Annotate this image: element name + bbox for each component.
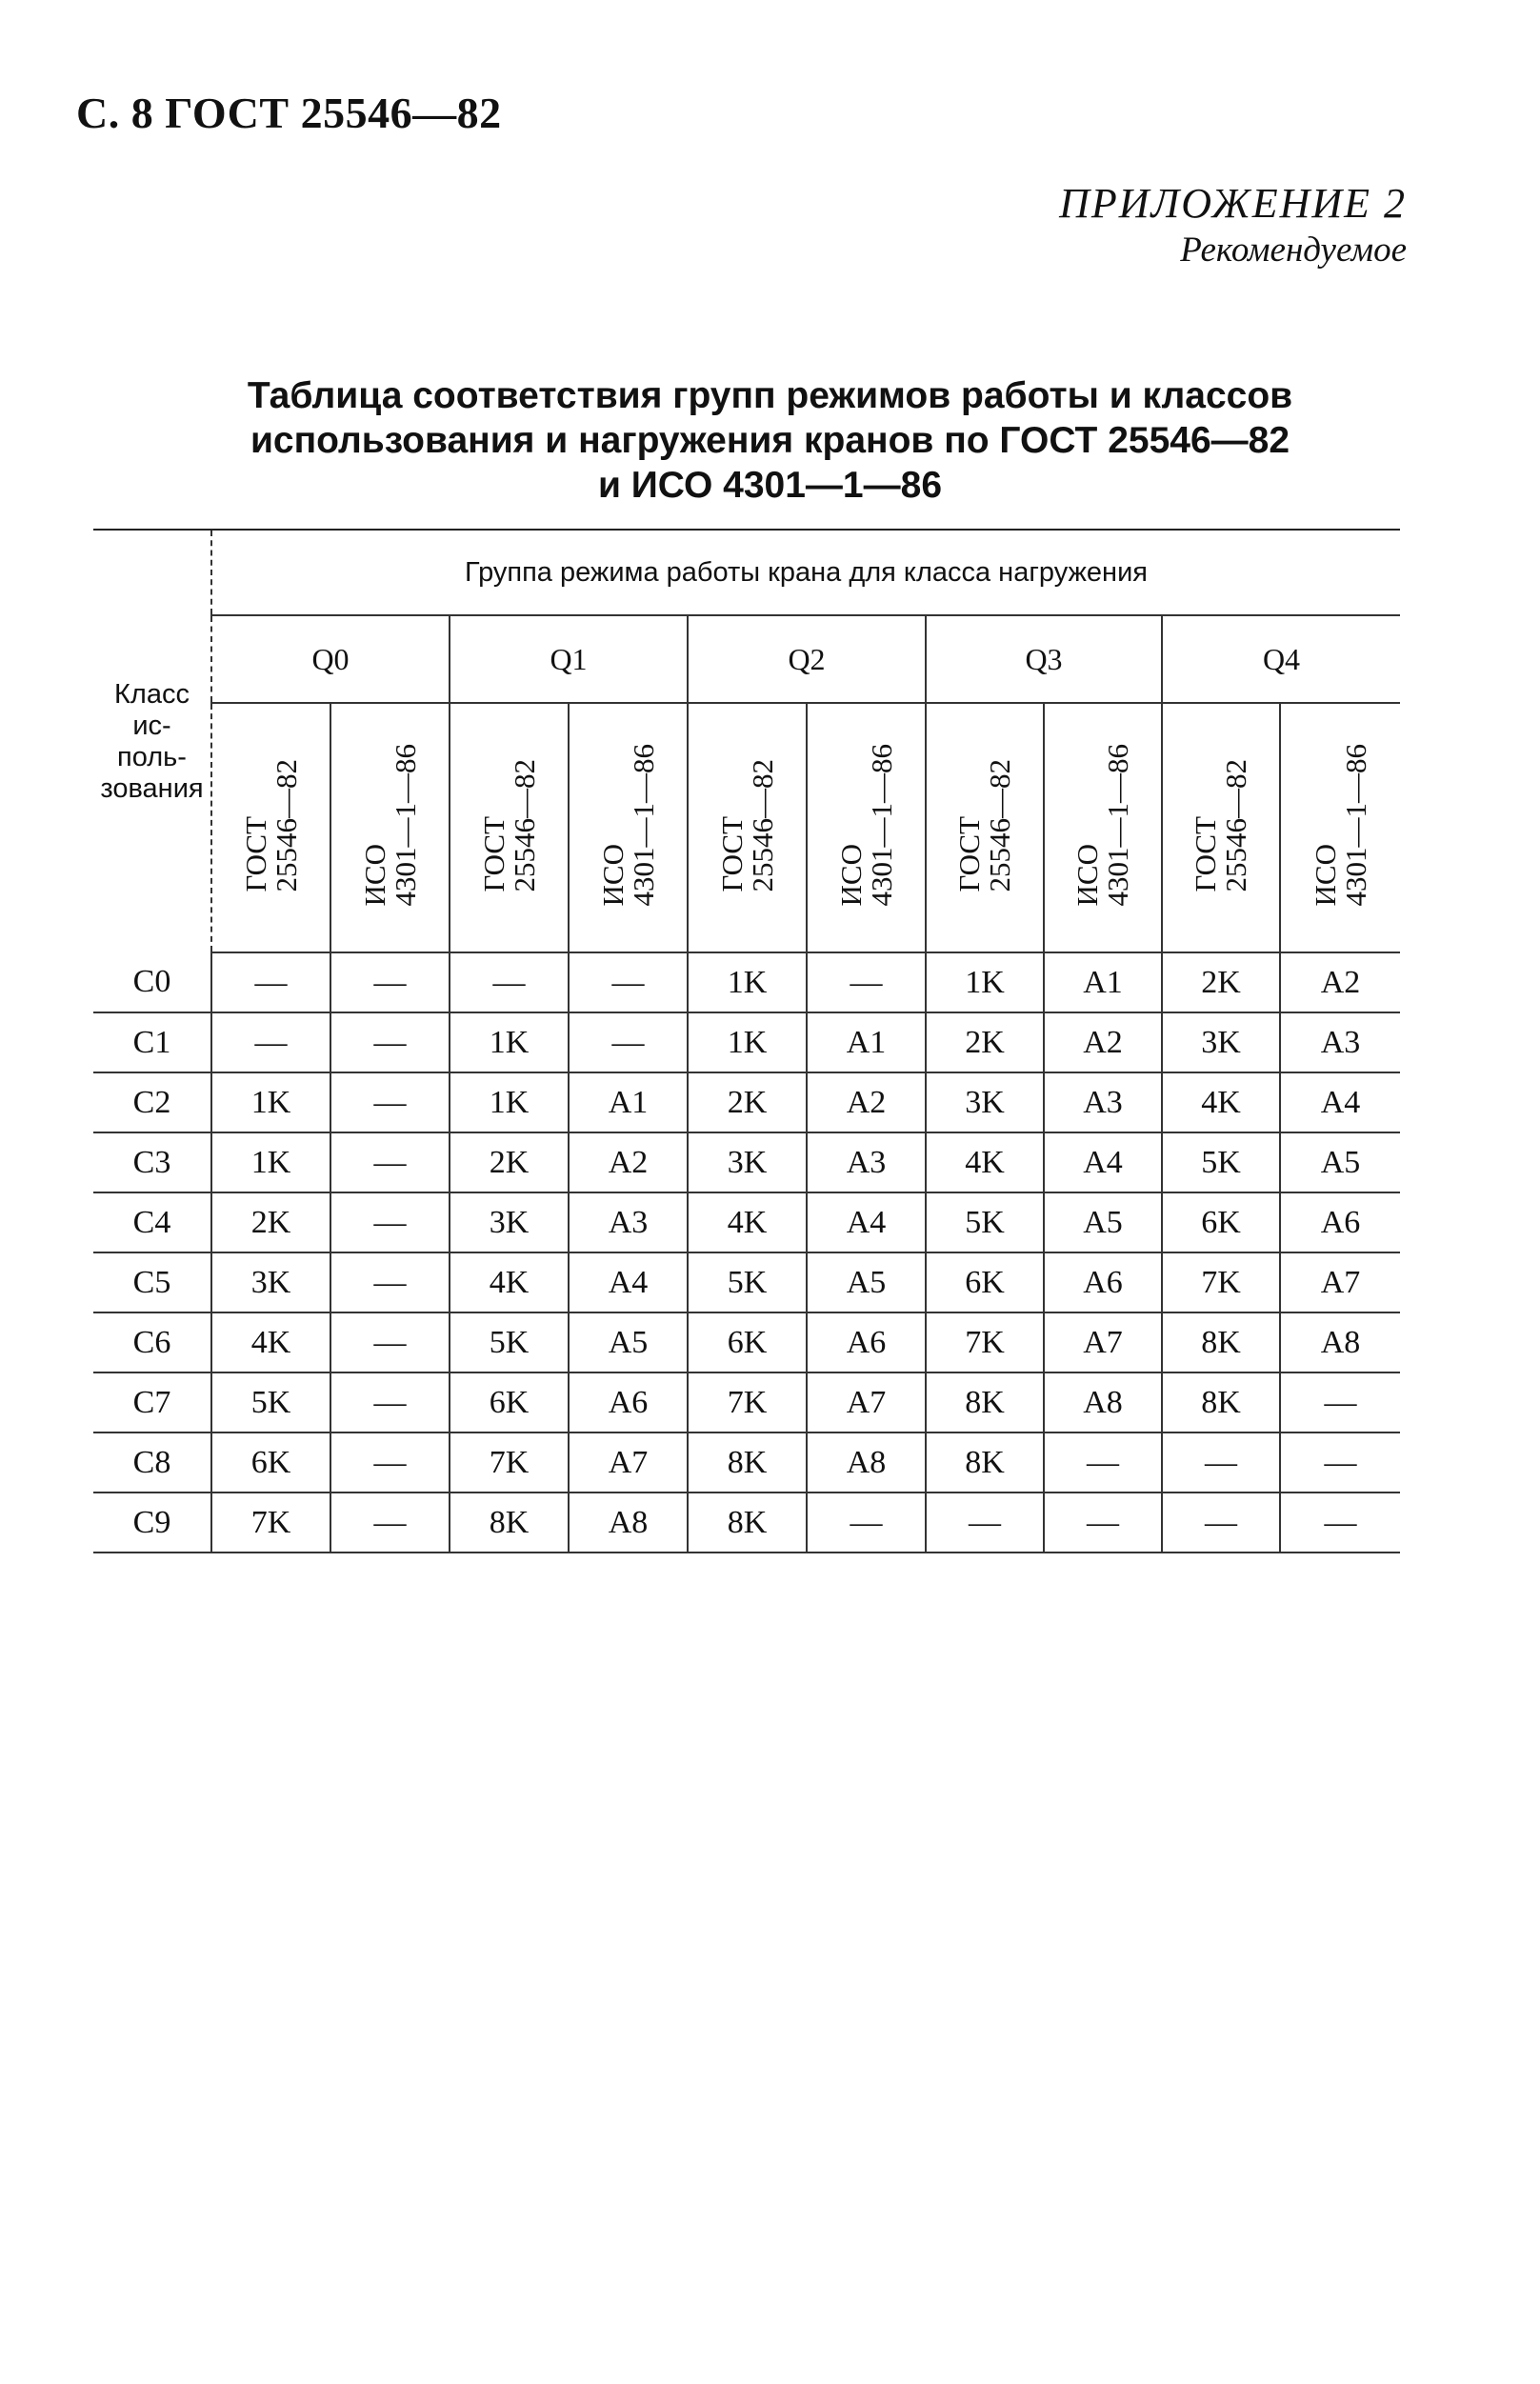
mode-group-cell: 2K: [450, 1132, 569, 1192]
mode-group-cell: A4: [807, 1192, 926, 1252]
std-label-line: ГОСТ: [238, 815, 272, 892]
mode-group-cell: —: [807, 952, 926, 1012]
mode-group-cell: 5K: [211, 1372, 330, 1432]
mode-group-cell: —: [1280, 1372, 1400, 1432]
mode-group-cell: 4K: [450, 1252, 569, 1312]
std-label-line: 25546—82: [507, 758, 541, 892]
table-row: [93, 952, 1400, 1012]
class-header-line: Класс: [114, 678, 190, 710]
load-class-q1: Q1: [450, 615, 688, 703]
mode-group-cell: 3K: [211, 1252, 330, 1312]
mode-group-cell: —: [1280, 1432, 1400, 1493]
std-label-line: 25546—82: [1219, 758, 1252, 892]
mode-group-cell: 8K: [688, 1432, 807, 1493]
mode-group-cell: 6K: [1162, 1192, 1280, 1252]
mode-group-cell: A3: [1280, 1012, 1400, 1072]
table-row: [93, 1072, 1400, 1132]
mode-group-cell: —: [330, 1132, 450, 1192]
std-label-line: ИСО: [833, 844, 868, 907]
mode-group-cell: 7K: [450, 1432, 569, 1493]
usage-class-cell: C0: [93, 952, 211, 1012]
mode-group-cell: 7K: [1162, 1252, 1280, 1312]
mode-group-cell: —: [569, 952, 688, 1012]
std-label: [595, 744, 660, 907]
std-iso-header: [330, 703, 450, 952]
table-row: [93, 1312, 1400, 1372]
mode-group-cell: 8K: [688, 1493, 807, 1553]
mode-group-cell: 2K: [688, 1072, 807, 1132]
usage-class-cell: C3: [93, 1132, 211, 1192]
mode-group-cell: A6: [807, 1312, 926, 1372]
usage-class-cell: C5: [93, 1252, 211, 1312]
mode-group-cell: 5K: [688, 1252, 807, 1312]
std-iso-header: [1044, 703, 1162, 952]
mode-group-cell: A4: [1044, 1132, 1162, 1192]
std-gost-header: [926, 703, 1044, 952]
mode-group-cell: —: [330, 1072, 450, 1132]
mode-group-cell: 6K: [926, 1252, 1044, 1312]
usage-class-cell: C2: [93, 1072, 211, 1132]
table-title-line: и ИСО 4301—1—86: [597, 465, 943, 506]
std-gost-header: [1162, 703, 1280, 952]
mode-group-cell: A7: [569, 1432, 688, 1493]
mode-group-cell: A1: [1044, 952, 1162, 1012]
class-header-line: зования: [100, 772, 204, 804]
mode-group-cell: —: [1044, 1432, 1162, 1493]
table-row: [93, 1252, 1400, 1312]
mode-group-cell: —: [1162, 1432, 1280, 1493]
std-gost-header: [450, 703, 569, 952]
mode-group-cell: 2K: [1162, 952, 1280, 1012]
std-iso-header: [1280, 703, 1400, 952]
mode-group-cell: A5: [569, 1312, 688, 1372]
mode-group-cell: A7: [1280, 1252, 1400, 1312]
mode-group-cell: 5K: [450, 1312, 569, 1372]
table-title-line: Таблица соответствия групп режимов работы и классов: [247, 375, 1293, 416]
mode-group-cell: 8K: [926, 1432, 1044, 1493]
group-header: Группа режима работы крана для класса нагружения: [211, 530, 1400, 615]
std-label: [833, 744, 898, 907]
mode-group-cell: —: [1162, 1493, 1280, 1553]
mode-group-cell: 6K: [688, 1312, 807, 1372]
class-header-line: поль-: [117, 741, 187, 772]
table-row: [93, 1432, 1400, 1493]
std-label: [1072, 744, 1133, 907]
mode-group-cell: —: [330, 952, 450, 1012]
mode-group-cell: —: [450, 952, 569, 1012]
std-label-line: ГОСТ: [1189, 815, 1222, 892]
mode-group-cell: —: [1044, 1493, 1162, 1553]
mode-group-cell: 5K: [1162, 1132, 1280, 1192]
table-row: [93, 1192, 1400, 1252]
std-iso-header: [807, 703, 926, 952]
mode-group-cell: —: [211, 952, 330, 1012]
mode-group-cell: 1K: [211, 1072, 330, 1132]
mode-group-cell: 7K: [926, 1312, 1044, 1372]
table-row: [93, 1493, 1400, 1553]
load-class-q0: Q0: [211, 615, 450, 703]
mode-group-cell: 1K: [926, 952, 1044, 1012]
mode-group-cell: —: [926, 1493, 1044, 1553]
std-label: [238, 758, 303, 892]
usage-class-cell: C9: [93, 1493, 211, 1553]
correspondence-table: [93, 529, 1400, 1553]
std-label-line: ИСО: [1070, 844, 1104, 907]
mode-group-cell: A8: [807, 1432, 926, 1493]
table-row: [93, 1132, 1400, 1192]
mode-group-cell: 8K: [1162, 1312, 1280, 1372]
mode-group-cell: —: [569, 1012, 688, 1072]
std-label-line: ГОСТ: [714, 815, 749, 892]
mode-group-cell: 6K: [450, 1372, 569, 1432]
mode-group-cell: 1K: [211, 1132, 330, 1192]
std-label-line: ИСО: [1308, 844, 1342, 907]
class-header-cell: [93, 530, 211, 952]
mode-group-cell: A3: [1044, 1072, 1162, 1132]
std-label-line: ГОСТ: [476, 815, 510, 892]
mode-group-cell: A7: [1044, 1312, 1162, 1372]
std-label: [1190, 759, 1251, 892]
mode-group-cell: 4K: [926, 1132, 1044, 1192]
mode-group-cell: —: [330, 1312, 450, 1372]
mode-group-cell: A5: [1280, 1132, 1400, 1192]
table-title-line: использования и нагружения кранов по ГОСТ 25546—82: [250, 420, 1290, 461]
std-label-line: ИСО: [595, 844, 630, 907]
mode-group-cell: 4K: [688, 1192, 807, 1252]
table-row: [93, 1372, 1400, 1432]
std-gost-header: [211, 703, 330, 952]
mode-group-cell: A5: [807, 1252, 926, 1312]
mode-group-cell: 5K: [926, 1192, 1044, 1252]
std-label-line: 4301—1—86: [864, 744, 898, 907]
std-label-line: ИСО: [357, 844, 391, 907]
usage-class-cell: C7: [93, 1372, 211, 1432]
mode-group-cell: A4: [569, 1252, 688, 1312]
std-label: [357, 744, 422, 907]
appendix-title: ПРИЛОЖЕНИЕ 2: [1059, 180, 1407, 227]
mode-group-cell: A2: [807, 1072, 926, 1132]
mode-group-cell: —: [211, 1012, 330, 1072]
mode-group-cell: 4K: [1162, 1072, 1280, 1132]
load-class-q3: Q3: [926, 615, 1162, 703]
usage-class-cell: C8: [93, 1432, 211, 1493]
mode-group-cell: 7K: [688, 1372, 807, 1432]
std-gost-header: [688, 703, 807, 952]
std-label: [1310, 744, 1371, 907]
mode-group-cell: 3K: [688, 1132, 807, 1192]
std-label-line: 4301—1—86: [1101, 744, 1134, 907]
std-label: [714, 758, 779, 892]
usage-class-cell: C1: [93, 1012, 211, 1072]
mode-group-cell: A8: [1044, 1372, 1162, 1432]
mode-group-cell: 3K: [926, 1072, 1044, 1132]
std-label-line: 4301—1—86: [626, 744, 660, 907]
mode-group-cell: —: [1280, 1493, 1400, 1553]
mode-group-cell: A2: [569, 1132, 688, 1192]
mode-group-cell: A4: [1280, 1072, 1400, 1132]
mode-group-cell: A2: [1044, 1012, 1162, 1072]
mode-group-cell: —: [330, 1252, 450, 1312]
mode-group-cell: 7K: [211, 1493, 330, 1553]
mode-group-cell: —: [330, 1012, 450, 1072]
std-label-line: 25546—82: [745, 758, 779, 892]
std-label-line: 4301—1—86: [1338, 744, 1372, 907]
mode-group-cell: A7: [807, 1372, 926, 1432]
mode-group-cell: A3: [569, 1192, 688, 1252]
mode-group-cell: 1K: [688, 952, 807, 1012]
mode-group-cell: A8: [1280, 1312, 1400, 1372]
mode-group-cell: A6: [1044, 1252, 1162, 1312]
table-row: [93, 1012, 1400, 1072]
mode-group-cell: 1K: [450, 1012, 569, 1072]
class-header-line: ис-: [132, 710, 171, 741]
mode-group-cell: A1: [569, 1072, 688, 1132]
mode-group-cell: A3: [807, 1132, 926, 1192]
mode-group-cell: 4K: [211, 1312, 330, 1372]
std-iso-header: [569, 703, 688, 952]
mode-group-cell: 3K: [1162, 1012, 1280, 1072]
mode-group-cell: 1K: [688, 1012, 807, 1072]
page-header: С. 8 ГОСТ 25546—82: [76, 89, 502, 137]
load-class-q2: Q2: [688, 615, 926, 703]
mode-group-cell: —: [330, 1432, 450, 1493]
mode-group-cell: 6K: [211, 1432, 330, 1493]
mode-group-cell: —: [330, 1493, 450, 1553]
mode-group-cell: 1K: [450, 1072, 569, 1132]
mode-group-cell: 2K: [926, 1012, 1044, 1072]
mode-group-cell: A6: [1280, 1192, 1400, 1252]
mode-group-cell: —: [330, 1192, 450, 1252]
mode-group-cell: —: [807, 1493, 926, 1553]
appendix-subtitle: Рекомендуемое: [1180, 230, 1407, 270]
std-label-line: 25546—82: [269, 758, 303, 892]
mode-group-cell: 2K: [211, 1192, 330, 1252]
std-label-line: 4301—1—86: [388, 744, 422, 907]
std-label: [954, 759, 1015, 892]
mode-group-cell: A1: [807, 1012, 926, 1072]
appendix-label: [1059, 179, 1407, 270]
usage-class-cell: C6: [93, 1312, 211, 1372]
usage-class-cell: C4: [93, 1192, 211, 1252]
mode-group-cell: 8K: [926, 1372, 1044, 1432]
mode-group-cell: A2: [1280, 952, 1400, 1012]
mode-group-cell: —: [330, 1372, 450, 1432]
std-label: [476, 758, 541, 892]
std-label-line: ГОСТ: [952, 815, 986, 892]
mode-group-cell: 8K: [1162, 1372, 1280, 1432]
std-label-line: 25546—82: [983, 758, 1016, 892]
table-title: [0, 373, 1540, 508]
mode-group-cell: 3K: [450, 1192, 569, 1252]
mode-group-cell: A5: [1044, 1192, 1162, 1252]
mode-group-cell: A6: [569, 1372, 688, 1432]
mode-group-cell: 8K: [450, 1493, 569, 1553]
mode-group-cell: A8: [569, 1493, 688, 1553]
load-class-q4: Q4: [1162, 615, 1400, 703]
